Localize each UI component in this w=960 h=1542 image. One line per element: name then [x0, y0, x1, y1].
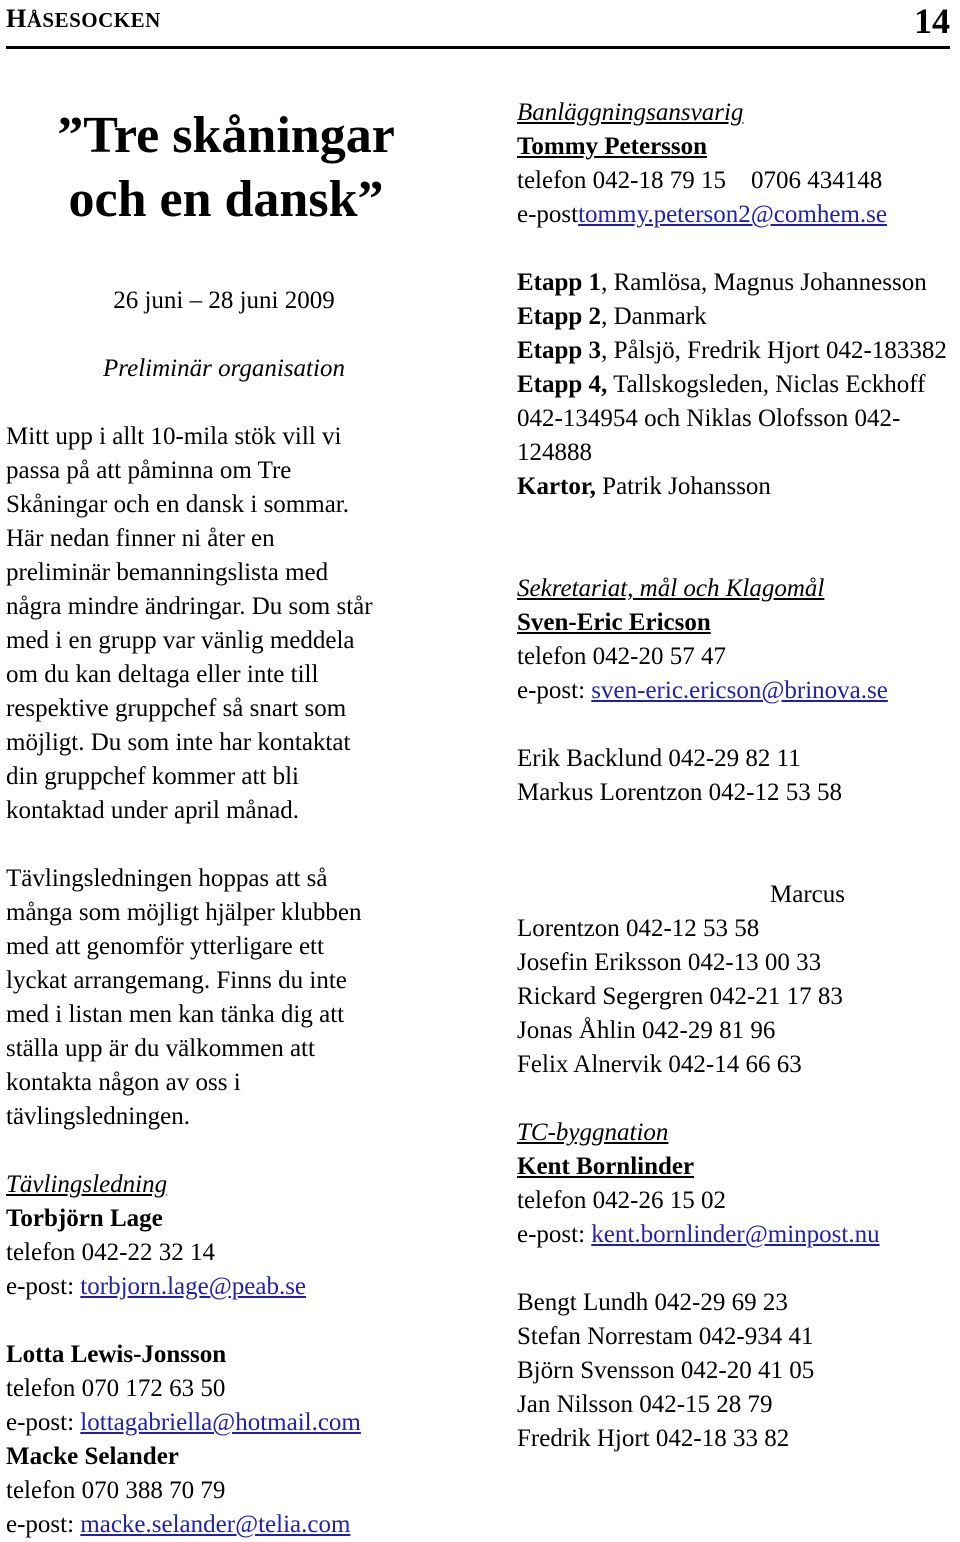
etapp-list [517, 266, 960, 504]
email-link[interactable]: torbjorn.lage@peab.se [80, 1273, 307, 1300]
list-item: Björn Svensson 042-20 41 05 [517, 1357, 815, 1384]
section-title-tavlingsledning: Tävlingsledning [6, 1171, 168, 1198]
event-dates: 26 juni – 28 juni 2009 [113, 287, 335, 314]
email-link[interactable]: sven-eric.ericson@brinova.se [591, 677, 888, 704]
contact-phone: telefon 042-22 32 14 [6, 1239, 215, 1266]
contact-block [6, 1202, 456, 1304]
contact-name: Torbjörn Lage [6, 1205, 163, 1232]
section-title-tc: TC-byggnation [517, 1119, 669, 1146]
contact-phone: telefon 042-20 57 47 [517, 643, 726, 670]
contact-name: Lotta Lewis-Jonsson [6, 1341, 227, 1368]
contact-email-line: e-post: sven-eric.ericson@brinova.se [517, 677, 888, 704]
contact-email-line: e-post: macke.selander@telia.com [6, 1511, 351, 1538]
list-item: Markus Lorentzon 042-12 53 58 [517, 779, 842, 806]
contact-email-line: e-posttommy.peterson2@comhem.se [517, 201, 887, 228]
list-item: Rickard Segergren 042-21 17 83 [517, 983, 843, 1010]
etapp-item: Etapp 3, Pålsjö, Fredrik Hjort 042-183382 [517, 337, 947, 364]
list-item: Erik Backlund 042-29 82 11 [517, 745, 801, 772]
email-link[interactable]: lottagabriella@hotmail.com [80, 1409, 361, 1436]
right-column [517, 96, 960, 1456]
list-item: Stefan Norrestam 042-934 41 [517, 1323, 814, 1350]
newsletter-name: HÅSESOCKEN [6, 4, 161, 33]
article-subtitle: Preliminär organisation [103, 355, 345, 382]
email-link[interactable]: kent.bornlinder@minpost.nu [591, 1221, 880, 1248]
etapp-item: Etapp 1, Ramlösa, Magnus Johannesson [517, 269, 927, 296]
etapp-item: Etapp 2, Danmark [517, 303, 707, 330]
contact-phone: telefon 042-26 15 02 [517, 1187, 726, 1214]
email-link[interactable]: tommy.peterson2@comhem.se [578, 201, 887, 228]
contact-name: Sven-Eric Ericson [517, 609, 711, 636]
list-item: Felix Alnervik 042-14 66 63 [517, 1051, 802, 1078]
contact-email-line: e-post: torbjorn.lage@peab.se [6, 1273, 307, 1300]
list-item: Lorentzon 042-12 53 58 [517, 915, 760, 942]
page-number: 14 [914, 1, 950, 41]
intro-paragraph: Mitt upp i allt 10-mila stök vill vi passa på att påminna om Tre Skåningar och en dansk i sommar. Här nedan finner ni åter en preliminär bemanningslista med några mindre ändringar. Du som står med i en grupp var vänlig meddela om du kan deltaga eller inte till respektive gruppchef så snart som möjligt. Du som inte har kontaktat din gruppchef kommer att bli kontaktad under april månad. [6, 423, 373, 824]
contact-name: Kent Bornlinder [517, 1153, 695, 1180]
list-item: Josefin Eriksson 042-13 00 33 [517, 949, 822, 976]
contact-email-line: e-post: lottagabriella@hotmail.com [6, 1409, 361, 1436]
etapp-item: Kartor, Patrik Johansson [517, 473, 771, 500]
section-title-sekretariat: Sekretariat, mål och Klagomål [517, 575, 825, 602]
contact-name: Tommy Petersson [517, 133, 708, 160]
contact-phone: telefon 070 388 70 79 [6, 1477, 226, 1504]
second-paragraph: Tävlingsledningen hoppas att så många som möjligt hjälper klubben med att genomför ytterligare ett lyckat arrangemang. Finns du inte med i listan men kan tänka dig att ställa upp är du välkommen att kontakta någon av oss i tävlingsledningen. [6, 865, 362, 1130]
list-item: Jan Nilsson 042-15 28 79 [517, 1391, 773, 1418]
contact-block [6, 1338, 456, 1440]
list-item: Marcus [770, 881, 845, 908]
contact-phone: telefon 042-18 79 15 0706 434148 [517, 167, 883, 194]
section-title-banlaggning: Banläggningsansvarig [517, 99, 744, 126]
etapp-item: Etapp 4, Tallskogsleden, Niclas Eckhoff 042-134954 och Niklas Olofsson 042-124888 [517, 371, 926, 466]
email-link[interactable]: macke.selander@telia.com [80, 1511, 351, 1538]
contact-block [6, 1440, 456, 1542]
list-item: Fredrik Hjort 042-18 33 82 [517, 1425, 790, 1452]
page-header [6, 0, 950, 49]
list-item: Bengt Lundh 042-29 69 23 [517, 1289, 788, 1316]
left-column [6, 96, 456, 1542]
contact-email-line: e-post: kent.bornlinder@minpost.nu [517, 1221, 880, 1248]
list-item: Jonas Åhlin 042-29 81 96 [517, 1017, 776, 1044]
article-title: ”Tre skåningar och en dansk” [57, 107, 395, 228]
contact-phone: telefon 070 172 63 50 [6, 1375, 226, 1402]
contact-name: Macke Selander [6, 1443, 179, 1470]
